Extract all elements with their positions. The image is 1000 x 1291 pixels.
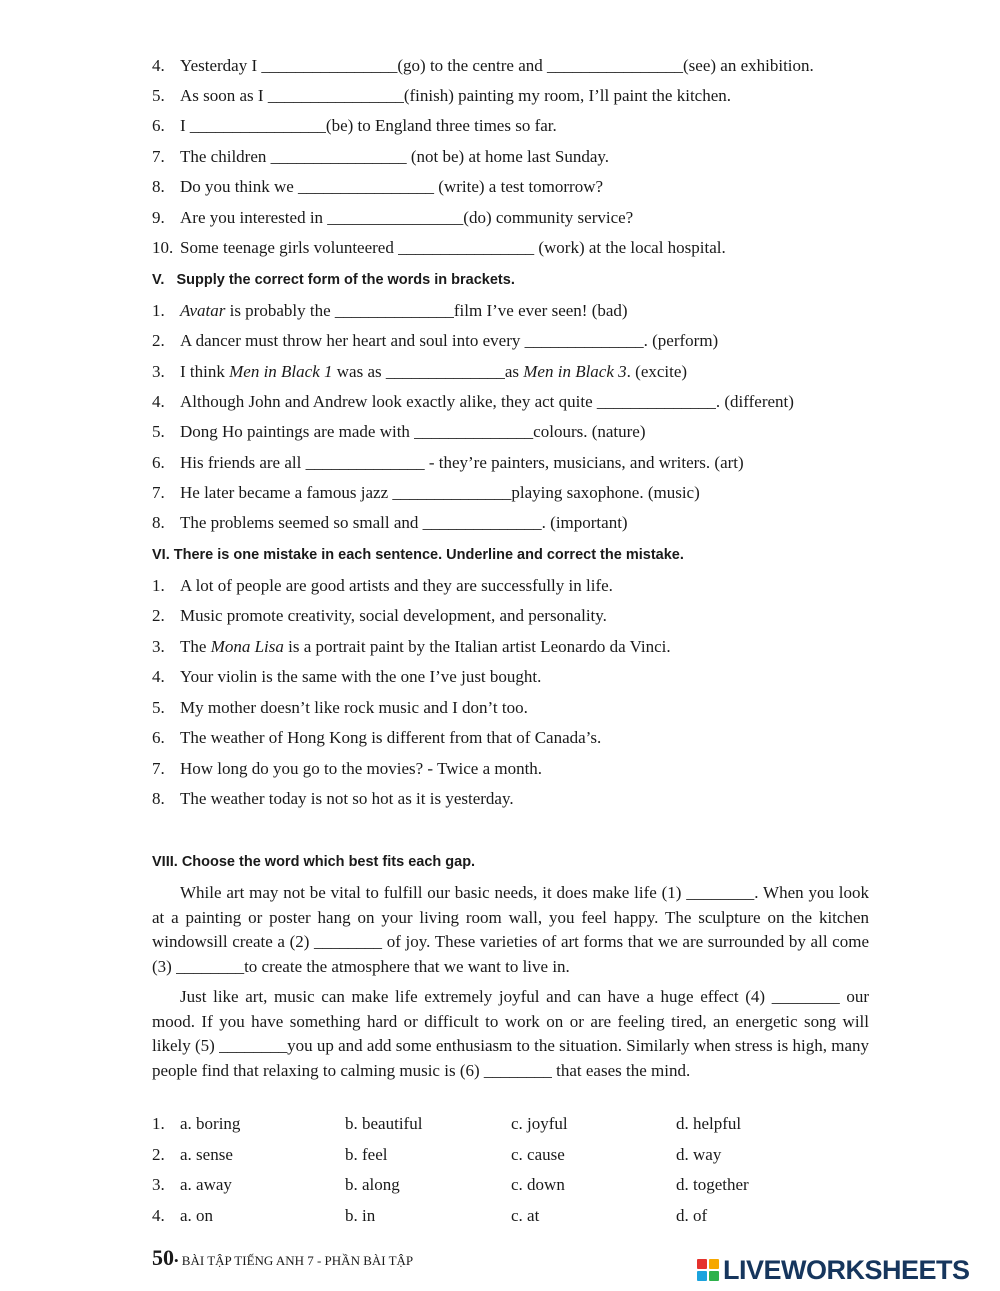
exercise-vi-item-5: 5. My mother doesn’t like rock music and I don’t too. xyxy=(152,698,528,717)
exercise-vi-item-3: 3. The Mona Lisa is a portrait paint by the Italian artist Leonardo da Vinci. xyxy=(152,637,671,656)
exercise-iv-item-9: 9. Are you interested in ________________(do) community service? xyxy=(152,208,634,227)
exercise-iv-item-6: 6. I ________________(be) to England three times so far. xyxy=(152,116,557,135)
option-d: d. together xyxy=(676,1175,749,1194)
exercise-v-item-3: 3. I think Men in Black 1 was as ______________as Men in Black 3. (excite) xyxy=(152,362,688,381)
option-d: d. way xyxy=(676,1145,722,1164)
exercise-iv-item-5: 5. As soon as I ________________(finish) painting my room, I’ll paint the kitchen. xyxy=(152,86,732,105)
option-a: a. away xyxy=(180,1175,232,1194)
exercise-v-item-1: 1. Avatar is probably the ______________film I’ve ever seen! (bad) xyxy=(152,301,628,320)
book-title: • BÀI TẬP TIẾNG ANH 7 - PHẦN BÀI TẬP xyxy=(174,1253,414,1268)
exercise-v-item-6: 6. His friends are all ______________ - they’re painters, musicians, and writers. (art) xyxy=(152,453,744,472)
option-b: b. feel xyxy=(345,1145,388,1164)
reading-paragraph-2: Just like art, music can make life extremely joyful and can have a huge effect (4) ________ our mood. If you have something hard or difficult to work on or are feeling tired, an energetic song will likely (5) ________you up and add some enthusiasm to the situation. Similarly when stress is high, many people find that relaxing to calming music is (6) ________ that eases the mind. xyxy=(152,987,869,1080)
exercise-iv-item-4: 4. Yesterday I ________________(go) to the centre and ________________(see) an exhibition. xyxy=(152,56,814,75)
exercise-vi-item-4: 4. Your violin is the same with the one I’ve just bought. xyxy=(152,667,542,686)
section-v-heading: V. Supply the correct form of the words in brackets. xyxy=(152,272,515,288)
option-a: a. boring xyxy=(180,1114,241,1133)
exercise-vi-item-1: 1. A lot of people are good artists and they are successfully in life. xyxy=(152,576,613,595)
section-vi-heading: VI. There is one mistake in each sentence. Underline and correct the mistake. xyxy=(152,547,684,563)
exercise-vi-item-7: 7. How long do you go to the movies? - Twice a month. xyxy=(152,759,543,778)
logo-blocks-icon xyxy=(697,1259,719,1281)
section-viii-heading: VIII. Choose the word which best fits each gap. xyxy=(152,854,476,870)
option-a: a. on xyxy=(180,1206,214,1225)
option-d: d. helpful xyxy=(676,1114,742,1133)
option-c: c. at xyxy=(511,1206,540,1225)
exercise-iv-item-8: 8. Do you think we ________________ (write) a test tomorrow? xyxy=(152,177,604,196)
option-d: d. of xyxy=(676,1206,708,1225)
reading-paragraph-1: While art may not be vital to fulfill our basic needs, it does make life (1) ________. When you look at a painting or poster hang on your living room wall, you feel happy. The sculpture on the kitchen windowsill create a (2) ________ of joy. These varieties of art forms that we are surrounded by all come (3) ________to create the atmosphere that we want to live in. xyxy=(152,883,869,976)
page-footer xyxy=(152,1245,413,1274)
option-b: b. beautiful xyxy=(345,1114,423,1133)
exercise-iv-item-10: 10. Some teenage girls volunteered ________________ (work) at the local hospital. xyxy=(152,238,726,257)
exercise-v-item-5: 5. Dong Ho paintings are made with ______________colours. (nature) xyxy=(152,422,646,441)
option-a: a. sense xyxy=(180,1145,233,1164)
page-number: 50 xyxy=(152,1245,174,1270)
worksheet-page: 4. Yesterday I ________________(go) to the centre and ________________(see) an exhibition. 5. As soon as I ________________(finish) painting my room, I’ll paint the kitchen. 6. I ________________(be) to England three times so far. 7. The children ________________ (not be) at home last Sunday. 8. Do you think we ________________ (write) a test tomorrow? 9. Are you interested in ________________(do) community service? 10. Some teenage girls volunteered ________________ (work) at the local hospital. V. Supply the correct form of the words in brackets. 1. Avatar is probably the ______________film I’ve ever seen! (bad) 2. A dancer must throw her heart and soul into every ______________. (perform) 3. I think Men in Black 1 was as ______________as Men in Black 3. (excite) 4. Although John and Andrew look exactly alike, they act quite ______________. (different) 5. Dong Ho paintings are made with ______________colours. (nature) 6. His friends are all ______________ - they’re painters, musicians, and writers. (art) 7. He later became a famous jazz ______________playing saxophone. (music) 8. The problems seemed so small and ______________. (important) VI. There is one mistake in each sentence. Underline and correct the mistake. 1. A lot of people are good artists and they are successfully in life. 2. Music promote creativity, social development, and personality. 3. The Mona Lisa is a portrait paint by the Italian artist Leonardo da Vinci. 4. Your violin is the same with the one I’ve just bought. 5. My mother doesn’t like rock music and I don’t too. 6. The weather of Hong Kong is different from that of Canada’s. 7. How long do you go to the movies? - Twice a month. 8. The weather today is not so hot as it is yesterday. VIII. Choose the word which best fits each gap. While art may not be vital to fulfill our basic needs, it does make life (1) ________. When you look at a painting or poster hang on your living room wall, you feel happy. The sculpture on the kitchen windowsill create a (2) ________ of joy. These varieties of art forms that we are surrounded by all come (3) ________to create the atmosphere that we want to live in. Just like art, music can make life extremely joyful and can have a huge effect (4) ________ our mood. If you have something hard or difficult to work on or are feeling tired, an energetic song will likely (5) ________you up and add some enthusiasm to the situation. Similarly when stress is high, many people find that relaxing to calming music is (6) ________ that eases the mind. 1. a. boring b. beautiful c. joyful d. helpful 2. a. sense b. feel c. cause d. way 3. a. away b. along c. down d. together 4. a. on b. in c. at d. of 50• BÀI TẬP TIẾNG ANH 7 - PHẦN BÀI TẬP LIVEWORKSHEETS xyxy=(152,56,970,1285)
option-c: c. cause xyxy=(511,1145,565,1164)
exercise-v-item-2: 2. A dancer must throw her heart and soul into every ______________. (perform) xyxy=(152,331,719,350)
logo-text: LIVEWORKSHEETS xyxy=(723,1255,970,1285)
exercise-v-item-8: 8. The problems seemed so small and ______________. (important) xyxy=(152,513,628,532)
option-c: c. joyful xyxy=(511,1114,568,1133)
exercise-vi-item-6: 6. The weather of Hong Kong is different from that of Canada’s. xyxy=(152,728,602,747)
exercise-v-item-4: 4. Although John and Andrew look exactly alike, they act quite ______________. (different) xyxy=(152,392,794,411)
exercise-vi-item-2: 2. Music promote creativity, social development, and personality. xyxy=(152,606,607,625)
exercise-v-item-7: 7. He later became a famous jazz ______________playing saxophone. (music) xyxy=(152,483,700,502)
option-b: b. in xyxy=(345,1206,376,1225)
exercise-iv-item-7: 7. The children ________________ (not be) at home last Sunday. xyxy=(152,147,610,166)
exercise-vi-item-8: 8. The weather today is not so hot as it is yesterday. xyxy=(152,789,514,808)
option-b: b. along xyxy=(345,1175,400,1194)
option-c: c. down xyxy=(511,1175,565,1194)
